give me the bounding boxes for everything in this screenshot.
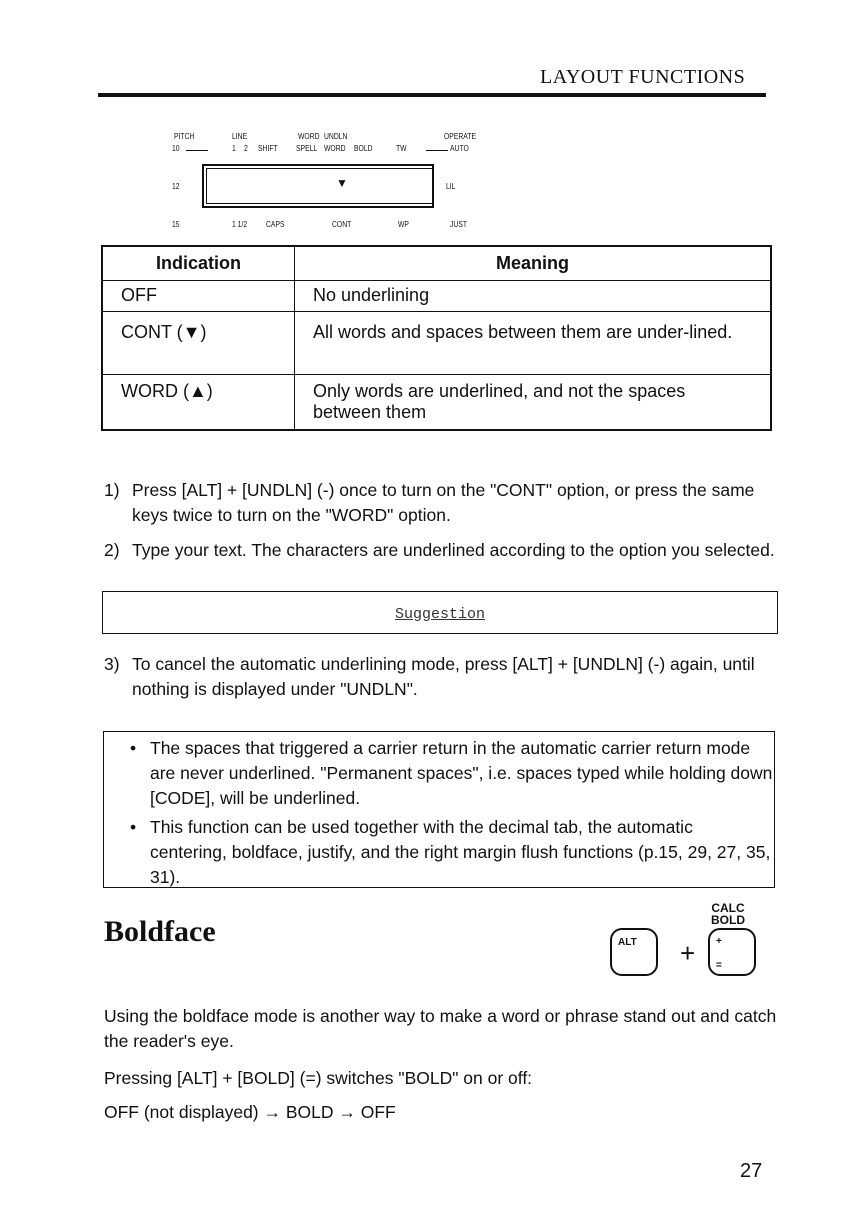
panel-label-2: 2 [244, 144, 248, 153]
bold-key-icon [708, 928, 756, 976]
table-cell-indication: OFF [102, 281, 295, 312]
boldface-paragraph-1: Using the boldface mode is another way to make a word or phrase stand out and catch the reader's eye. [104, 1006, 777, 1051]
lcd-window [206, 168, 434, 204]
step-3 [104, 652, 776, 702]
panel-label-bold: BOLD [354, 144, 373, 153]
step-number: 1) [104, 480, 120, 500]
calc-bold-label [708, 902, 748, 926]
display-panel-diagram [168, 130, 488, 230]
table-header-indication: Indication [102, 246, 295, 281]
panel-label-just: JUST [450, 220, 467, 229]
plus-sign: + [680, 938, 696, 968]
table-row [102, 281, 771, 312]
panel-label-15: 15 [172, 220, 180, 229]
step-2 [104, 538, 776, 563]
panel-label-auto: AUTO [450, 144, 469, 153]
panel-label-word: WORD [298, 132, 320, 141]
step-text: To cancel the automatic underlining mode, press [ALT] + [UNDLN] (-) again, until nothing is displayed under "UNDLN". [132, 654, 755, 699]
panel-label-tw: TW [396, 144, 407, 153]
panel-label-cont: CONT [332, 220, 352, 229]
header-rule [98, 93, 766, 97]
step-number: 2) [104, 540, 120, 560]
table-header-row [102, 246, 771, 281]
table-cell-meaning: No underlining [295, 281, 772, 312]
page-header-title: LAYOUT FUNCTIONS [540, 66, 746, 88]
panel-label-shift: SHIFT [258, 144, 278, 153]
panel-leader-line [186, 150, 208, 151]
step-text: Type your text. The characters are underlined according to the option you selected. [132, 540, 775, 560]
suggestion-box [102, 591, 778, 634]
calc-label: CALC [711, 901, 745, 915]
panel-label-operate: OPERATE [444, 132, 476, 141]
table-cell-meaning: Only words are underlined, and not the spaces between them [295, 375, 772, 431]
bold-key-bottom: = [716, 960, 722, 971]
section-title-boldface: Boldface [104, 915, 216, 948]
panel-label-one-half: 1 1/2 [232, 220, 248, 229]
panel-label-wp: WP [398, 220, 409, 229]
panel-label-line: LINE [232, 132, 248, 141]
panel-label-caps: CAPS [266, 220, 285, 229]
panel-label-spell: SPELL [296, 144, 318, 153]
table-row [102, 375, 771, 431]
notes-box [103, 731, 775, 888]
note-item: • The spaces that triggered a carrier return in the automatic carrier return mode are never underlined. "Permanent spaces", i.e. spaces typed while holding down [CODE], will be underlined. [150, 736, 774, 811]
table-header-meaning: Meaning [295, 246, 772, 281]
underline-indication-table [101, 245, 772, 431]
bold-label: BOLD [711, 913, 745, 927]
panel-label-1: 1 [232, 144, 236, 153]
panel-label-10: 10 [172, 144, 180, 153]
panel-label-undln: UNDLN [324, 132, 348, 141]
panel-leader-line [426, 150, 448, 151]
table-row [102, 312, 771, 375]
step-number: 3) [104, 654, 120, 674]
table-cell-indication: CONT (▼) [102, 312, 295, 375]
table-cell-meaning: All words and spaces between them are under-lined. [295, 312, 772, 375]
alt-key-icon [610, 928, 658, 976]
step-1 [104, 478, 776, 528]
boldface-paragraph-3: OFF (not displayed) → BOLD → OFF [104, 1102, 396, 1122]
note-item: • This function can be used together with the decimal tab, the automatic centering, boldface, justify, and the right margin flush functions (p.15, 29, 27, 35, 31). [150, 815, 774, 890]
boldface-paragraph-2: Pressing [ALT] + [BOLD] (=) switches "BOLD" on or off: [104, 1068, 533, 1088]
lcd-indicator-icon: ▼ [336, 176, 348, 190]
bold-key-top: + [716, 936, 722, 947]
panel-label-12: 12 [172, 182, 180, 191]
suggestion-label: Suggestion [394, 606, 485, 623]
page-number: 27 [740, 1160, 763, 1182]
step-text: Press [ALT] + [UNDLN] (-) once to turn on the "CONT" option, or press the same keys twice to turn on the "WORD" option. [132, 480, 755, 525]
panel-label-pitch: PITCH [174, 132, 195, 141]
panel-label-lil: LIL [446, 182, 456, 191]
table-cell-indication: WORD (▲) [102, 375, 295, 431]
alt-key-label: ALT [618, 937, 637, 948]
panel-label-word2: WORD [324, 144, 346, 153]
